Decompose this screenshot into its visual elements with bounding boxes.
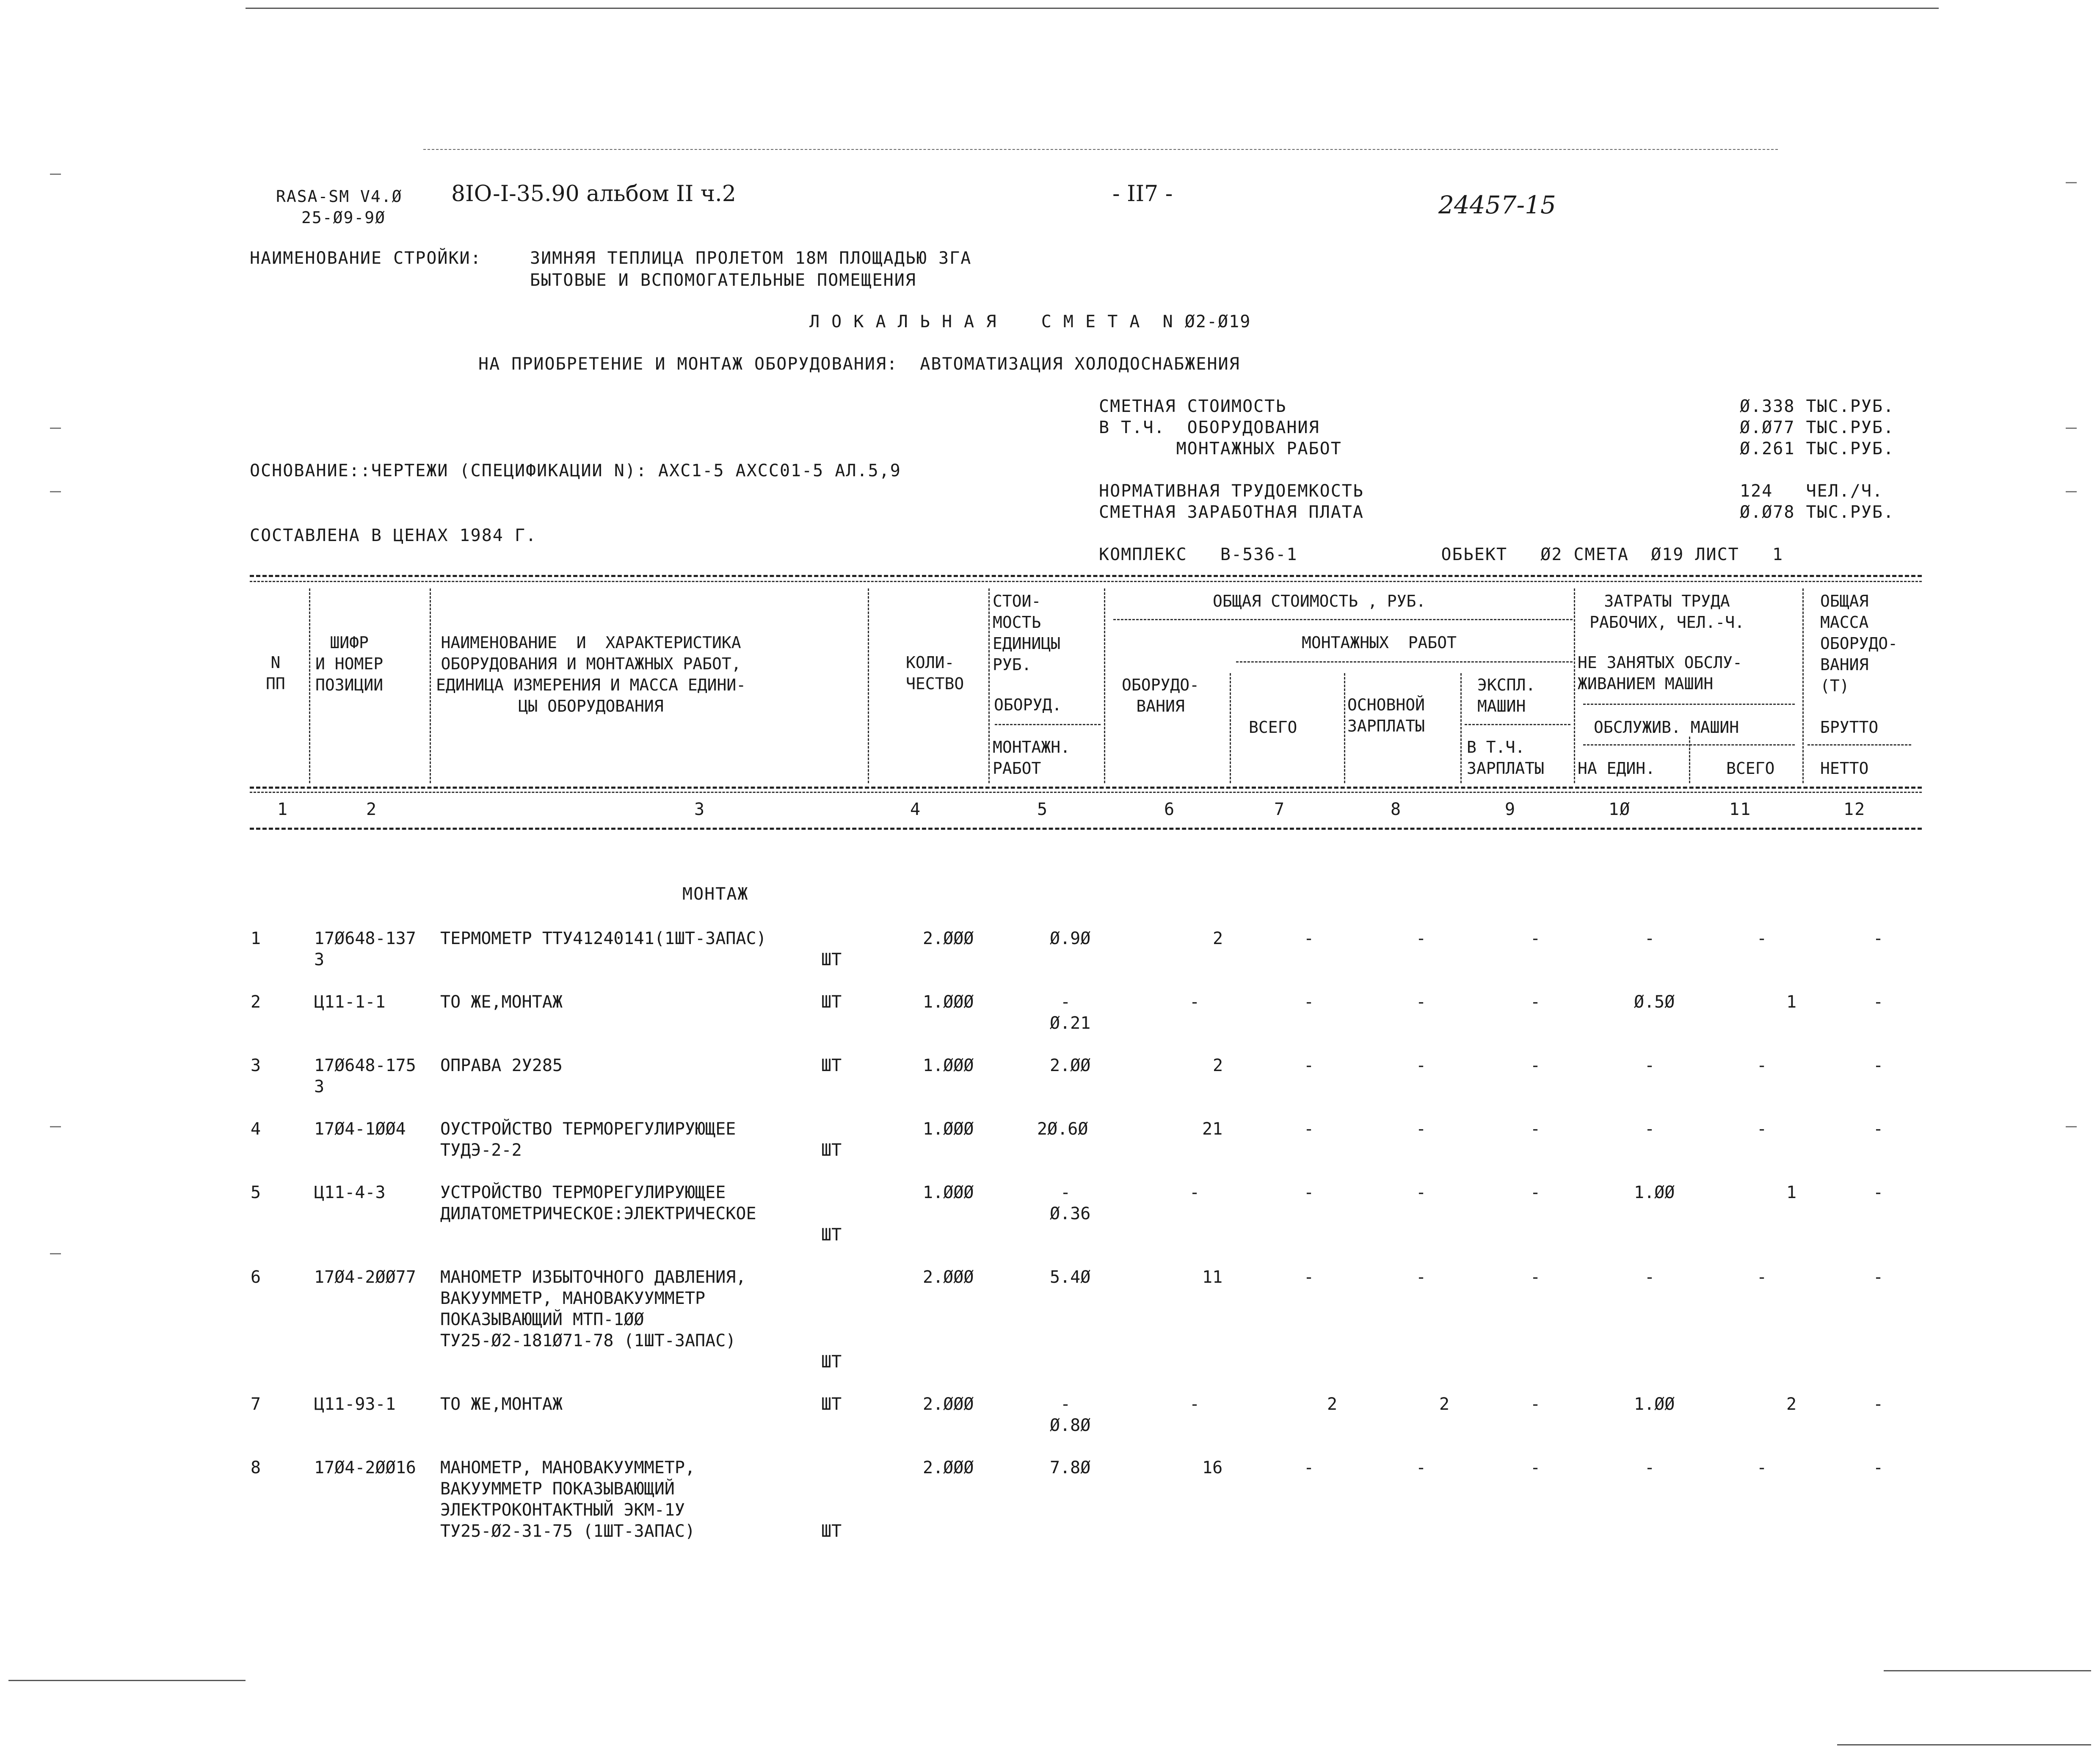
row-unit: ШТ [821, 1352, 842, 1372]
row-code: 17Ø4-2ØØ16 [314, 1458, 416, 1477]
column-separator [868, 588, 869, 783]
column-number: 6 [1164, 800, 1176, 819]
row-machines: - [1530, 1458, 1541, 1477]
column-number: 4 [910, 800, 922, 819]
column-number: 1 [277, 800, 289, 819]
scan-mark [2066, 491, 2077, 492]
table-row [0, 1267, 2100, 1372]
row-code: 17Ø648-137 [314, 929, 416, 948]
row-code: Ц11-1-1 [314, 992, 386, 1012]
column-separator [1574, 588, 1575, 783]
column-number: 12 [1843, 800, 1866, 819]
row-labor-total: - [1757, 1268, 1767, 1287]
summary-label: СМЕТНАЯ ЗАРАБОТНАЯ ПЛАТА [1099, 503, 1364, 522]
col-mount-works-header: МОНТАЖНЫХ РАБОТ [1302, 633, 1457, 652]
row-qty: 1.ØØØ [923, 1183, 974, 1202]
column-separator [430, 588, 431, 783]
row-mass: - [1873, 1395, 1884, 1414]
row-name: МАНОМЕТР ИЗБЫТОЧНОГО ДАВЛЕНИЯ, ВАКУУММЕТР, МАНОВАКУУММЕТР ПОКАЗЫВАЮЩИЙ МТП-1ØØ ТУ25-Ø2-181Ø71-78 (1ШТ-ЗАПАС) [440, 1268, 746, 1350]
column-number: 5 [1037, 800, 1049, 819]
row-labor-unit: - [1645, 1268, 1655, 1287]
col-price-mount-header: МОНТАЖН. РАБОТ [993, 738, 1071, 778]
row-machines: - [1530, 1268, 1541, 1287]
complex-line: КОМПЛЕКС В-536-1 ОБЬЕКТ Ø2 СМЕТА Ø19 ЛИСТ 1 [1099, 545, 1784, 564]
row-wage: - [1416, 1119, 1427, 1139]
row-mass: - [1873, 1119, 1884, 1139]
table-row [0, 1457, 2100, 1541]
col-npp-header: N ПП [266, 653, 285, 693]
row-total: - [1304, 1268, 1314, 1287]
page-number: - II7 - [1112, 181, 1173, 207]
row-equip-cost: - [1189, 1395, 1200, 1414]
summary-value: Ø.338 ТЫС.РУБ. [1740, 397, 1895, 416]
row-labor-unit: - [1645, 1119, 1655, 1139]
row-wage: - [1416, 1183, 1427, 1202]
row-wage: 2 [1439, 1395, 1450, 1414]
row-qty: 2.ØØØ [923, 929, 974, 948]
col-wage-header: ОСНОВНОЙ ЗАРПЛАТЫ [1347, 696, 1425, 735]
col-mass-gross-header: БРУТТО [1820, 718, 1879, 737]
project-line-2: БЫТОВЫЕ И ВСПОМОГАТЕЛЬНЫЕ ПОМЕЩЕНИЯ [530, 271, 916, 290]
document-title: Л О К А Л Ь Н А Я С М Е Т А N Ø2-Ø19 [809, 312, 1251, 331]
header-rule [1465, 724, 1570, 725]
scan-mark [50, 1253, 61, 1254]
row-qty: 1.ØØØ [923, 1056, 974, 1075]
row-labor-unit: - [1645, 1056, 1655, 1075]
row-price: Ø.9Ø [1050, 929, 1091, 948]
row-mass: - [1873, 1183, 1884, 1202]
column-separator [1230, 673, 1231, 783]
row-unit: ШТ [821, 1140, 842, 1160]
row-total: - [1304, 1458, 1314, 1477]
scan-edge-top-2 [423, 149, 1778, 150]
col-machines-header: ЭКСПЛ. МАШИН [1477, 676, 1536, 715]
row-machines: - [1530, 1056, 1541, 1075]
summary-label: МОНТАЖНЫХ РАБОТ [1099, 439, 1342, 458]
col-mass-net-header: НЕТТО [1820, 759, 1869, 778]
column-number: 2 [366, 800, 378, 819]
header-rule [1236, 661, 1573, 663]
row-unit: ШТ [821, 1522, 842, 1541]
row-labor-total: - [1757, 1458, 1767, 1477]
project-label: НАИМЕНОВАНИЕ СТРОЙКИ: [250, 249, 482, 268]
col-equip-header: ОБОРУДО- ВАНИЯ [1122, 676, 1200, 715]
header-rule [1583, 704, 1795, 705]
row-price-mount: Ø.36 [1050, 1204, 1091, 1223]
row-mass: - [1873, 1056, 1884, 1075]
row-total: - [1304, 992, 1314, 1012]
row-code-suffix: 3 [314, 1077, 325, 1096]
summary-label: В Т.Ч. ОБОРУДОВАНИЯ [1099, 418, 1320, 437]
row-total: - [1304, 1056, 1314, 1075]
row-total: - [1304, 929, 1314, 948]
row-name: ОПРАВА 2У285 [440, 1056, 563, 1075]
col-price-equip-header: ОБОРУД. [994, 696, 1062, 714]
row-total: - [1304, 1183, 1314, 1202]
row-labor-unit: 1.ØØ [1634, 1183, 1675, 1202]
row-equip-cost: 2 [1213, 929, 1223, 948]
column-separator [1689, 737, 1690, 783]
row-unit: ШТ [821, 1056, 842, 1075]
summary-value: Ø.261 ТЫС.РУБ. [1740, 439, 1895, 458]
header-rule [995, 724, 1101, 725]
table-row [0, 991, 2100, 1033]
row-price: - [1060, 1395, 1071, 1414]
row-labor-total: 2 [1786, 1395, 1797, 1414]
row-price: - [1060, 1183, 1071, 1202]
row-mass: - [1873, 929, 1884, 948]
column-number: 7 [1274, 800, 1286, 819]
col-machines-wage-header: В Т.Ч. ЗАРПЛАТЫ [1467, 738, 1545, 778]
prices-line: СОСТАВЛЕНА В ЦЕНАХ 1984 Г. [250, 526, 537, 545]
document-subtitle: НА ПРИОБРЕТЕНИЕ И МОНТАЖ ОБОРУДОВАНИЯ: АВТОМАТИЗАЦИЯ ХОЛОДОСНАБЖЕНИЯ [478, 354, 1240, 374]
row-number: 5 [251, 1183, 261, 1202]
row-machines: - [1530, 1395, 1541, 1414]
row-wage: - [1416, 929, 1427, 948]
row-equip-cost: 16 [1202, 1458, 1223, 1477]
row-name: ОУСТРОЙСТВО ТЕРМОРЕГУЛИРУЮЩЕЕ ТУДЭ-2-2 [440, 1119, 736, 1160]
row-unit: ШТ [821, 950, 842, 969]
row-labor-unit: Ø.5Ø [1634, 992, 1675, 1012]
numbers-bottom-rule [250, 828, 1922, 830]
column-separator [1344, 673, 1345, 783]
row-qty: 1.ØØØ [923, 1119, 974, 1139]
col-labor-total-header: ВСЕГО [1726, 759, 1775, 778]
row-labor-unit: - [1645, 1458, 1655, 1477]
row-price-mount: Ø.21 [1050, 1013, 1091, 1033]
print-date: 25-Ø9-9Ø [301, 208, 386, 227]
row-machines: - [1530, 992, 1541, 1012]
column-number: 1Ø [1609, 800, 1631, 819]
row-total: 2 [1327, 1395, 1338, 1414]
header-rule [1113, 619, 1573, 620]
col-qty-header: КОЛИ- ЧЕСТВО [906, 653, 964, 693]
column-number: 9 [1505, 800, 1516, 819]
row-equip-cost: - [1189, 1183, 1200, 1202]
handwritten-code: 24457-15 [1438, 191, 1556, 219]
scan-mark [50, 491, 61, 492]
row-labor-total: - [1757, 1056, 1767, 1075]
scan-edge-top [246, 8, 1939, 9]
column-number: 8 [1391, 800, 1402, 819]
row-mass: - [1873, 992, 1884, 1012]
row-code: 17Ø4-1ØØ4 [314, 1119, 406, 1139]
column-separator [988, 588, 990, 783]
summary-value: 124 ЧЕЛ./Ч. [1740, 481, 1884, 501]
col-labor-workers-header: НЕ ЗАНЯТЫХ ОБСЛУ- ЖИВАНИЕМ МАШИН [1578, 653, 1742, 693]
row-qty: 2.ØØØ [923, 1395, 974, 1414]
scan-mark [50, 428, 61, 429]
col-labor-unit-header: НА ЕДИН. [1578, 759, 1656, 778]
row-equip-cost: - [1189, 992, 1200, 1012]
summary-label: СМЕТНАЯ СТОИМОСТЬ [1099, 397, 1287, 416]
row-price: 2.ØØ [1050, 1056, 1091, 1075]
basis-line: ОСНОВАНИЕ::ЧЕРТЕЖИ (СПЕЦИФИКАЦИИ N): АХС1-5 АХСС01-5 АЛ.5,9 [250, 461, 901, 480]
row-code-suffix: 3 [314, 950, 325, 969]
row-unit: ШТ [821, 1395, 842, 1414]
row-name: ТЕРМОМЕТР ТТУ41240141(1ШТ-ЗАПАС) [440, 929, 767, 948]
row-equip-cost: 11 [1202, 1268, 1223, 1287]
header-bottom-rule [250, 787, 1922, 789]
column-separator [1460, 673, 1462, 783]
column-separator [309, 588, 310, 783]
column-number: 11 [1729, 800, 1752, 819]
col-name-header: НАИМЕНОВАНИЕ И ХАРАКТЕРИСТИКА ОБОРУДОВАНИЯ И МОНТАЖНЫХ РАБОТ, ЕДИНИЦА ИЗМЕРЕНИЯ И МАССА ЕДИНИ- ЦЫ ОБОРУДОВАНИЯ [436, 633, 746, 715]
row-name: ТО ЖЕ,МОНТАЖ [440, 1395, 563, 1414]
header-rule [1807, 744, 1911, 746]
row-name: МАНОМЕТР, МАНОВАКУУММЕТР, ВАКУУММЕТР ПОКАЗЫВАЮЩИЙ ЭЛЕКТРОКОНТАКТНЫЙ ЭКМ-1У ТУ25-Ø2-31-75 (1ШТ-ЗАПАС) [440, 1458, 695, 1541]
scan-edge-bottom-right [1884, 1670, 2091, 1671]
table-row [0, 1182, 2100, 1245]
col-price-header: СТОИ- МОСТЬ ЕДИНИЦЫ РУБ. [993, 592, 1061, 674]
row-wage: - [1416, 992, 1427, 1012]
row-labor-total: 1 [1786, 1183, 1797, 1202]
row-number: 3 [251, 1056, 261, 1075]
row-number: 8 [251, 1458, 261, 1477]
program-version: RASA-SM V4.Ø [276, 187, 403, 206]
row-number: 2 [251, 992, 261, 1012]
col-mass-header: ОБЩАЯ МАССА ОБОРУДО- ВАНИЯ (Т) [1820, 592, 1898, 695]
table-top-rule-2 [250, 581, 1922, 582]
row-wage: - [1416, 1268, 1427, 1287]
col-code-header: ШИФР И НОМЕР ПОЗИЦИИ [315, 633, 384, 694]
scan-mark [2066, 182, 2077, 183]
row-mass: - [1873, 1268, 1884, 1287]
col-labor-header: ЗАТРАТЫ ТРУДА РАБОЧИХ, ЧЕЛ.-Ч. [1589, 592, 1745, 632]
row-price: 5.4Ø [1050, 1268, 1091, 1287]
row-code: 17Ø4-2ØØ77 [314, 1268, 416, 1287]
row-price: 2Ø.6Ø [1037, 1119, 1088, 1139]
row-qty: 1.ØØØ [923, 992, 974, 1012]
row-code: Ц11-93-1 [314, 1395, 396, 1414]
row-unit: ШТ [821, 1225, 842, 1245]
row-wage: - [1416, 1458, 1427, 1477]
scan-mark [50, 174, 61, 175]
row-code: Ц11-4-3 [314, 1183, 386, 1202]
row-labor-total: 1 [1786, 992, 1797, 1012]
row-machines: - [1530, 1119, 1541, 1139]
row-wage: - [1416, 1056, 1427, 1075]
summary-value: Ø.Ø78 ТЫС.РУБ. [1740, 503, 1895, 522]
row-labor-unit: 1.ØØ [1634, 1395, 1675, 1414]
album-reference: 8IO-I-35.90 альбом II ч.2 [451, 181, 736, 207]
row-price: 7.8Ø [1050, 1458, 1091, 1477]
row-name: УСТРОЙСТВО ТЕРМОРЕГУЛИРУЮЩЕЕ ДИЛАТОМЕТРИЧЕСКОЕ:ЭЛЕКТРИЧЕСКОЕ [440, 1183, 756, 1223]
project-line-1: ЗИМНЯЯ ТЕПЛИЦА ПРОЛЕТОМ 18М ПЛОЩАДЬЮ 3ГА [530, 249, 972, 268]
row-labor-unit: - [1645, 929, 1655, 948]
table-row [0, 1394, 2100, 1435]
col-total-header: ВСЕГО [1249, 718, 1297, 737]
row-mass: - [1873, 1458, 1884, 1477]
row-labor-total: - [1757, 929, 1767, 948]
summary-label: НОРМАТИВНАЯ ТРУДОЕМКОСТЬ [1099, 481, 1364, 501]
row-qty: 2.ØØØ [923, 1458, 974, 1477]
row-unit: ШТ [821, 992, 842, 1012]
row-number: 4 [251, 1119, 261, 1139]
header-rule [1583, 744, 1795, 746]
row-total: - [1304, 1119, 1314, 1139]
table-row [0, 1118, 2100, 1160]
section-title: МОНТАЖ [682, 884, 749, 904]
table-row [0, 928, 2100, 969]
row-number: 6 [251, 1268, 261, 1287]
row-machines: - [1530, 1183, 1541, 1202]
summary-value: Ø.Ø77 ТЫС.РУБ. [1740, 418, 1895, 437]
row-machines: - [1530, 929, 1541, 948]
row-number: 1 [251, 929, 261, 948]
scan-edge-bottom-right-2 [1837, 1744, 2091, 1745]
row-name: ТО ЖЕ,МОНТАЖ [440, 992, 563, 1012]
scan-mark [2066, 428, 2077, 429]
row-qty: 2.ØØØ [923, 1268, 974, 1287]
row-number: 7 [251, 1395, 261, 1414]
scan-edge-bottom-left [8, 1680, 246, 1681]
row-equip-cost: 21 [1202, 1119, 1223, 1139]
row-code: 17Ø648-175 [314, 1056, 416, 1075]
table-row [0, 1055, 2100, 1096]
column-separator [1802, 588, 1804, 783]
row-price: - [1060, 992, 1071, 1012]
col-total-cost-header: ОБЩАЯ СТОИМОСТЬ , РУБ. [1213, 592, 1426, 610]
row-price-mount: Ø.8Ø [1050, 1416, 1091, 1435]
col-labor-machines-header: ОБСЛУЖИВ. МАШИН [1594, 718, 1739, 737]
header-bottom-rule-2 [250, 792, 1922, 793]
column-separator [1104, 588, 1105, 783]
row-equip-cost: 2 [1213, 1056, 1223, 1075]
row-labor-total: - [1757, 1119, 1767, 1139]
table-top-rule [250, 575, 1922, 577]
column-number: 3 [694, 800, 706, 819]
